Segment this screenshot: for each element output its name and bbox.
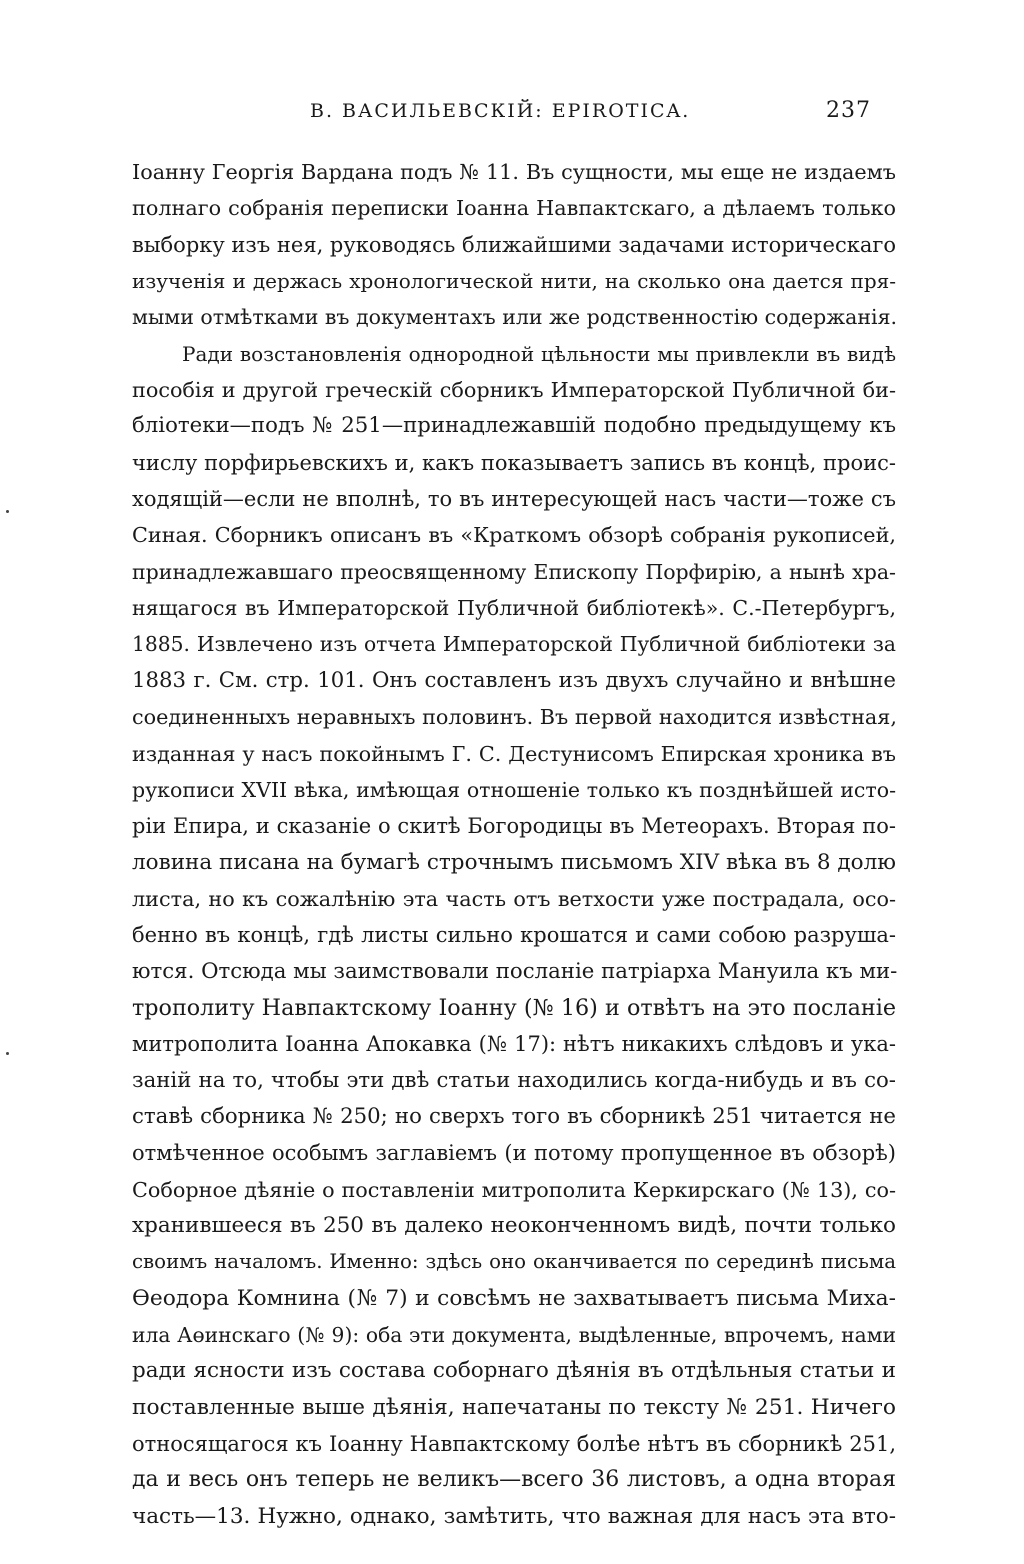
text-line: числу порфирьевскихъ и, какъ показываетъ запись въ концѣ, проис- [132,450,896,475]
text-line: листа, но къ сожалѣнію эта часть отъ ветхости уже пострадала, осо- [132,886,896,911]
text-line: 1885. Извлечено изъ отчета Императорской Публичной библіотеки за [132,632,896,657]
text-line: ловина писана на бумагѣ строчнымъ письмомъ XIV вѣка въ 8 долю [132,849,896,875]
text-line: рукописи XVII вѣка, имѣющая отношеніе только къ позднѣйшей исто- [132,777,896,802]
text-line: соединенныхъ неравныхъ половинъ. Въ первой находится извѣстная, [132,705,897,730]
text-line: нящагося въ Императорской Публичной библіотекѣ». С.-Петербургъ, [132,596,896,621]
running-title: В. ВАСИЛЬЕВСКІЙ: EPIROTICA. [310,100,691,122]
text-line: заній на то, чтобы эти двѣ статьи находились когда-нибудь и въ со- [132,1067,896,1093]
text-line: относящагося къ Іоанну Навпактскому болѣе нѣтъ въ сборникѣ 251, [132,1432,896,1457]
text-line: изученія и держась хронологической нити, на сколько она дается пря- [132,269,896,294]
text-line: бліотеки—подъ № 251—принадлежавшій подобно предыдущему къ [132,413,896,439]
text-line: Іоанну Георгія Вардана подъ № 11. Въ сущности, мы еще не издаемъ [132,160,896,184]
text-line: изданная у насъ покойнымъ Г. С. Дестунисомъ Епирская хроника въ [132,741,896,766]
text-line: своимъ началомъ. Именно: здѣсь оно оканчивается по серединѣ письма [132,1250,896,1274]
text-line: мыми отмѣтками въ документахъ или же родственностію содержанія. [132,305,898,330]
text-line: часть—13. Нужно, однако, замѣтить, что важная для насъ эта вто- [132,1503,896,1529]
text-line: ходящій—если не вполнѣ, то въ интересующей насъ части—тоже съ [132,487,896,512]
text-line: бенно въ концѣ, гдѣ листы сильно крошатся и сами собою разруша- [132,923,896,948]
text-line: 1883 г. См. стр. 101. Онъ составленъ изъ двухъ случайно и внѣшне [132,667,896,693]
page-number: 237 [826,98,871,123]
text-line: Синая. Сборникъ описанъ въ «Краткомъ обзорѣ собранія рукописей, [132,523,896,548]
text-line: трополиту Навпактскому Іоанну (№ 16) и отвѣтъ на это посланіе [132,994,896,1021]
text-line: Өеодора Комнина (№ 7) и совсѣмъ не захватываетъ письма Миха- [132,1285,896,1311]
paragraph-start-line: Ради возстановленія однородной цѣльности мы привлекли въ видѣ [182,341,896,366]
text-line: ради ясности изъ состава соборнаго дѣянія въ отдѣльныя статьи и [132,1358,896,1384]
text-line: принадлежавшаго преосвященному Епископу Порфирію, а нынѣ хра- [132,559,896,584]
text-line: полнаго собранія переписки Іоанна Навпактскаго, а дѣлаемъ только [132,196,896,221]
text-line: Соборное дѣяніе о поставленіи митрополита Керкирскаго (№ 13), со- [132,1177,896,1202]
text-line: митрополита Іоанна Апокавка (№ 17): нѣтъ никакихъ слѣдовъ и ука- [132,1032,896,1057]
body-text [132,154,896,1535]
scan-speck [6,1052,9,1055]
text-line: хранившееся въ 250 въ далеко неоконченномъ видѣ, почти только [132,1212,896,1238]
text-line: пособія и другой греческій сборникъ Императорской Публичной би- [132,378,896,403]
scan-speck [6,510,9,513]
text-line: ставѣ сборника № 250; но сверхъ того въ сборникѣ 251 читается не [132,1103,896,1129]
text-line: ила Аөинскаго (№ 9): оба эти документа, выдѣленные, впрочемъ, нами [132,1323,896,1347]
text-line: ются. Отсюда мы заимствовали посланіе патріарха Мануила къ ми- [132,958,898,984]
text-line: выборку изъ нея, руководясь ближайшими задачами историческаго [132,232,897,257]
text-line: поставленные выше дѣянія, напечатаны по тексту № 251. Ничего [132,1394,896,1420]
text-line: отмѣченное особымъ заглавіемъ (и потому пропущенное въ обзорѣ) [132,1141,896,1166]
text-line: да и весь онъ теперь не великъ—всего 36 листовъ, а одна вторая [132,1467,896,1493]
text-line: ріи Епира, и сказаніе о скитѣ Богородицы въ Метеорахъ. Вторая по- [132,814,896,839]
